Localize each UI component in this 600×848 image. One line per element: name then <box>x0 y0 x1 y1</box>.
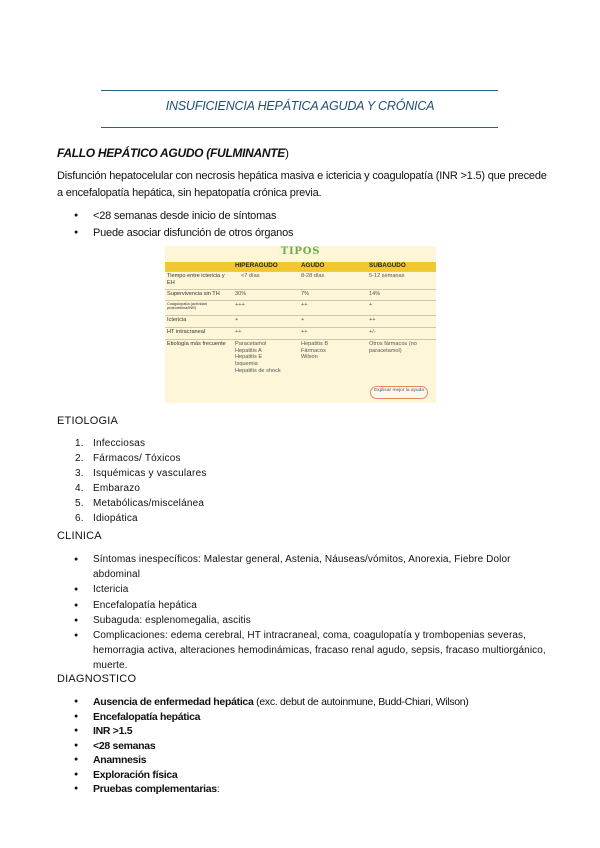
list-text-bold: Ausencia de enfermedad hepática <box>93 696 254 708</box>
table-row <box>165 340 436 380</box>
list-number: 2. <box>75 453 84 464</box>
list-text: Fármacos/ Tóxicos <box>93 453 181 464</box>
list-item: ● Puede asociar disfunción de otros órganos <box>57 225 293 242</box>
list-item: ● Subaguda: esplenomegalia, ascitis <box>57 613 547 628</box>
list-text: (exc. debut de autoinmune, Budd-Chiari, Wilson) <box>253 696 469 708</box>
table-cell: Paracetamol Hepatitis A Hepatitis E Isquemia Hepatitis de shock <box>235 340 281 374</box>
table-row <box>165 290 436 301</box>
explain-button[interactable]: Explicar mejor la ayuda <box>370 386 428 399</box>
list-item: ● Ictericia <box>57 582 547 597</box>
list-item: ● Complicaciones: edema cerebral, HT intracraneal, coma, coagulopatía y trombopenias severas, hemorragia activa, alteraciones hemodinámicas, fracaso renal agudo, sepsis, fracaso multiorgánico, muerte. <box>57 628 547 674</box>
list-item <box>57 466 207 481</box>
list-number: 6. <box>75 513 84 524</box>
table-cell: SUBAGUDO <box>369 262 406 269</box>
table-cell: Supervivencia sin TH <box>167 290 220 297</box>
list-item <box>57 782 468 797</box>
diagnostico-heading: DIAGNOSTICO <box>57 673 137 685</box>
table-cell: <7 días <box>241 272 260 279</box>
list-item <box>57 768 468 783</box>
list-item <box>57 724 468 739</box>
table-cell: 5-12 semanas <box>369 272 405 279</box>
list-item <box>57 496 207 511</box>
table-cell: 30% <box>235 290 247 297</box>
table-cell: Ictericia <box>167 316 187 323</box>
top-rule <box>101 90 498 91</box>
table-cell: Otros fármacos (no paracetamol) <box>369 340 417 354</box>
table-row <box>165 316 436 328</box>
list-text-bold: Exploración física <box>93 768 178 781</box>
table-row <box>165 328 436 340</box>
list-item: ● <28 semanas desde inicio de síntomas <box>57 208 293 225</box>
list-text-bold: <28 semanas <box>93 739 156 752</box>
definition-paragraph: Disfunción hepatocelular con necrosis hepática masiva e ictericia y coagulopatía (INR >1.5) que precede a encefalopatía hepática, sin hepatopatía crónica previa. <box>57 170 547 199</box>
clinica-list <box>57 552 547 674</box>
list-item <box>57 695 468 710</box>
heading-text: FALLO HEPÁTICO AGUDO (FULMINANTE <box>57 146 285 160</box>
list-item <box>57 753 468 768</box>
list-text-bold: Anamnesis <box>93 754 147 766</box>
tipos-table-image <box>165 246 436 403</box>
table-cell: +++ <box>235 301 245 308</box>
list-item <box>57 511 207 526</box>
table-cell: 7% <box>301 290 310 297</box>
list-number: 5. <box>75 498 84 509</box>
list-text: : <box>216 783 220 795</box>
table-cell: +/- <box>369 328 376 335</box>
table-cell: Tiempo entre ictericia y EH <box>167 272 225 286</box>
list-text-bold: INR >1.5 <box>93 725 133 737</box>
table-cell: HT intracraneal <box>167 328 206 335</box>
list-item: ● Encefalopatía hepática <box>57 598 547 613</box>
table-cell: ++ <box>301 301 308 308</box>
list-item <box>57 710 468 725</box>
list-text: Metabólicas/miscelánea <box>93 498 205 509</box>
bottom-rule <box>101 127 498 128</box>
table-row <box>165 272 436 290</box>
table-cell: HIPERAGUDO <box>235 262 278 269</box>
list-text: Idiopática <box>93 513 138 524</box>
list-item <box>57 481 207 496</box>
list-item: ● Síntomas inespecíficos: Malestar general, Astenia, Náuseas/vómitos, Anorexia, Fiebre Dolor abdominal <box>57 552 547 582</box>
list-item <box>57 451 207 466</box>
list-number: 1. <box>75 438 84 449</box>
table-cell: + <box>369 301 373 308</box>
section-heading-fallo <box>57 146 289 160</box>
intro-bullets <box>57 208 293 241</box>
table-cell: AGUDO <box>301 262 325 269</box>
diagnostico-list <box>57 695 468 797</box>
list-text: Embarazo <box>93 483 141 494</box>
list-number: 4. <box>75 483 84 494</box>
table-header-row <box>165 262 436 272</box>
table-cell: + <box>301 316 305 323</box>
table-grid <box>165 262 436 380</box>
table-cell: Coagulopatía (actividad protrombina/INR) <box>167 301 207 311</box>
table-cell: ++ <box>301 328 308 335</box>
etiologia-heading: ETIOLOGIA <box>57 415 119 427</box>
table-row <box>165 301 436 316</box>
etiologia-list <box>57 436 207 526</box>
list-item <box>57 436 207 451</box>
table-cell: ++ <box>235 328 242 335</box>
heading-paren: ) <box>284 146 289 160</box>
list-text-bold: Encefalopatía hepática <box>93 710 201 723</box>
list-number: 3. <box>75 468 84 479</box>
table-cell: ++ <box>369 316 376 323</box>
table-cell: + <box>235 316 239 323</box>
table-cell: Hepatitis B Fármacos Wilson <box>301 340 329 361</box>
table-cell: 14% <box>369 290 381 297</box>
page-title: INSUFICIENCIA HEPÁTICA AGUDA Y CRÓNICA <box>165 99 435 113</box>
list-item <box>57 739 468 754</box>
table-cell <box>165 262 233 271</box>
table-cell: Etiología más frecuente <box>167 340 226 347</box>
table-cell: 8-28 días <box>301 272 325 279</box>
list-text: Infecciosas <box>93 438 146 449</box>
clinica-heading: CLINICA <box>57 530 102 542</box>
table-title: TIPOS <box>280 246 321 257</box>
list-text-bold: Pruebas complementarias <box>93 783 217 795</box>
list-text: Isquémicas y vasculares <box>93 468 207 479</box>
